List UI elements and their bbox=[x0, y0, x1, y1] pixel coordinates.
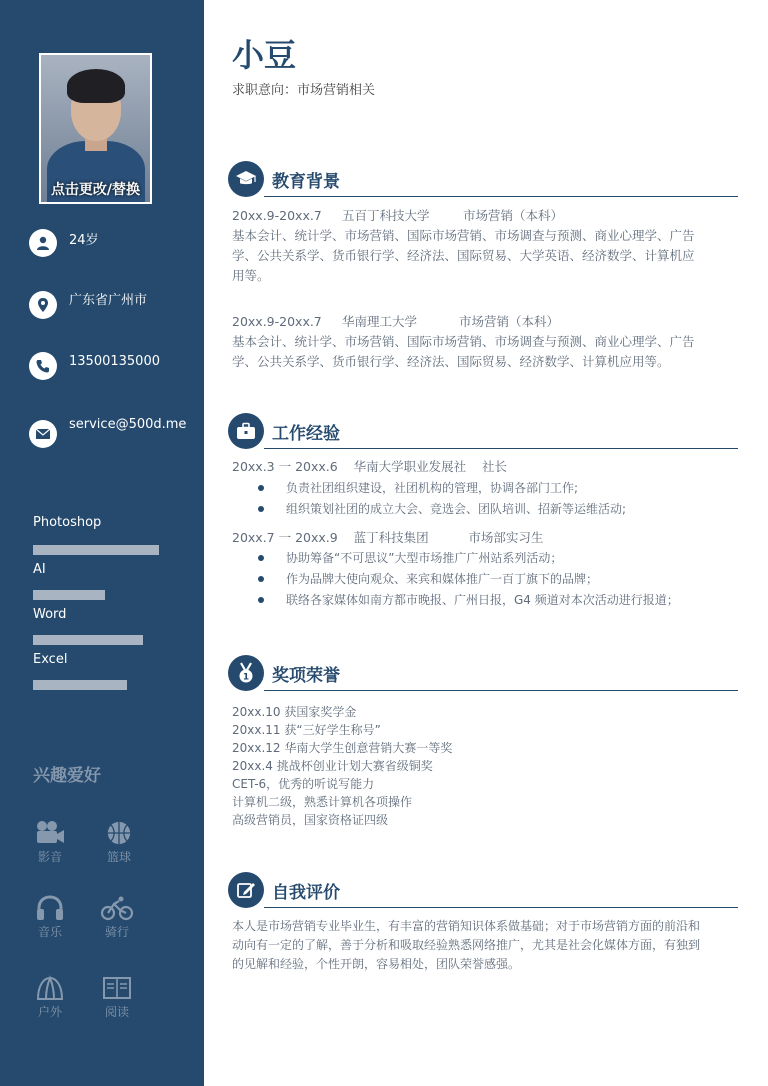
email-text: service@500d.me bbox=[69, 417, 187, 432]
honor-item: 高级营销员，国家资格证四级 bbox=[232, 813, 389, 827]
hobby-music bbox=[30, 895, 70, 940]
contact-email bbox=[29, 417, 199, 448]
section-title-work: 工作经验 bbox=[272, 424, 340, 444]
medal-icon bbox=[228, 655, 264, 691]
person-icon bbox=[29, 229, 57, 257]
edu-date: 20xx.9-20xx.7 bbox=[232, 314, 322, 329]
edu-major: 市场营销（本科） bbox=[459, 314, 560, 329]
work-bullet: 作为品牌大使向观众、来宾和媒体推广一百丁旗下的品牌； bbox=[258, 569, 598, 589]
hobby-label-music: 音乐 bbox=[37, 925, 62, 939]
hobby-basketball bbox=[99, 820, 139, 865]
svg-text:1: 1 bbox=[242, 672, 250, 683]
work-entry-1-header: 20xx.3 一 20xx.6 华南大学职业发展社 社长 bbox=[232, 459, 507, 474]
pen-edit-icon bbox=[228, 872, 264, 908]
work-entry-2-header: 20xx.7 一 20xx.9 蓝丁科技集团 市场部实习生 bbox=[232, 530, 544, 545]
hobby-label-cycling: 骑行 bbox=[104, 925, 129, 939]
work-bullet: 组织策划社团的成立大会、竞选会、团队培训、招新等运维活动; bbox=[258, 499, 626, 519]
skill-bar-word bbox=[33, 635, 143, 645]
skill-bar-excel bbox=[33, 680, 127, 690]
section-divider bbox=[264, 196, 738, 197]
edu-course-line: 学、公共关系学、货币银行学、经济法、国际贸易、经济数学、计算机应用等。 bbox=[232, 354, 670, 369]
edu-date: 20xx.9-20xx.7 bbox=[232, 208, 322, 223]
honor-item: 计算机二级，熟悉计算机各项操作 bbox=[232, 795, 413, 809]
phone-text: 13500135000 bbox=[69, 354, 160, 369]
skill-label-word: Word bbox=[33, 607, 67, 622]
section-divider bbox=[264, 448, 738, 449]
photo-hair bbox=[67, 69, 125, 103]
hobby-movie bbox=[30, 820, 70, 865]
candidate-name: 小豆 bbox=[232, 36, 297, 74]
hobby-outdoor bbox=[30, 975, 70, 1020]
section-education-header bbox=[228, 161, 738, 197]
contact-location bbox=[29, 291, 199, 319]
edu-course-line: 学、公共关系学、货币银行学、经济法、国际贸易、大学英语、经济数学、计算机应 bbox=[232, 248, 695, 263]
contact-age bbox=[29, 229, 199, 257]
location-pin-icon bbox=[29, 291, 57, 319]
skill-bar-photoshop bbox=[33, 545, 159, 555]
self-line: 本人是市场营销专业毕业生，有丰富的营销知识体系做基础；对于市场营销方面的前沿和 bbox=[232, 919, 701, 933]
honor-item: 20xx.10 获国家奖学金 bbox=[232, 705, 357, 719]
tent-icon bbox=[34, 975, 66, 1001]
edu-course-line: 基本会计、统计学、市场营销、国际市场营销、市场调查与预测、商业心理学、广告 bbox=[232, 334, 695, 349]
work-bullet: 联络各家媒体如南方都市晚报、广州日报，G4 频道对本次活动进行报道； bbox=[258, 590, 679, 610]
skill-bar-ai bbox=[33, 590, 105, 600]
sidebar bbox=[0, 0, 204, 1086]
education-entry-1 bbox=[232, 206, 740, 286]
skill-label-excel: Excel bbox=[33, 652, 68, 667]
edu-school: 华南理工大学 bbox=[342, 314, 418, 329]
education-entry-2 bbox=[232, 312, 740, 372]
hobby-label-reading: 阅读 bbox=[104, 1005, 129, 1019]
section-title-education: 教育背景 bbox=[272, 172, 340, 192]
honor-item: 20xx.4 挑战杯创业计划大赛省级铜奖 bbox=[232, 759, 433, 773]
hobby-label-movie: 影音 bbox=[37, 850, 62, 864]
location-text: 广东省广州市 bbox=[69, 293, 148, 308]
hobby-label-outdoor: 户外 bbox=[37, 1005, 62, 1019]
self-line: 动向有一定的了解，善于分析和吸取经验熟悉网络推广，尤其是社会化媒体方面，有独到 bbox=[232, 938, 701, 952]
hobby-label-basketball: 篮球 bbox=[106, 850, 131, 864]
change-photo-label[interactable]: 点击更改/替换 bbox=[50, 182, 141, 198]
honor-item: 20xx.11 获“三好学生称号” bbox=[232, 723, 381, 737]
section-honors-header bbox=[228, 655, 738, 691]
self-evaluation bbox=[232, 917, 740, 974]
basketball-icon bbox=[105, 820, 133, 846]
hobbies-title: 兴趣爱好 bbox=[33, 766, 101, 786]
skill-label-ai: AI bbox=[33, 562, 46, 577]
graduation-cap-icon bbox=[228, 161, 264, 197]
book-icon bbox=[101, 975, 133, 1001]
contact-phone bbox=[29, 352, 199, 380]
profile-photo[interactable] bbox=[39, 53, 152, 204]
honor-item: CET-6，优秀的听说写能力 bbox=[232, 777, 375, 791]
headphones-icon bbox=[35, 895, 65, 921]
job-intent: 求职意向：市场营销相关 bbox=[232, 83, 376, 98]
bicycle-icon bbox=[100, 895, 134, 921]
edu-course-line: 基本会计、统计学、市场营销、国际市场营销、市场调查与预测、商业心理学、广告 bbox=[232, 228, 695, 243]
hobby-cycling bbox=[97, 895, 137, 940]
video-camera-icon bbox=[34, 820, 66, 846]
edu-course-line: 用等。 bbox=[232, 268, 270, 283]
self-line: 的见解和经验，个性开朗，容易相处，团队荣誉感强。 bbox=[232, 957, 521, 971]
section-title-self: 自我评价 bbox=[272, 883, 340, 903]
section-title-honors: 奖项荣誉 bbox=[272, 666, 340, 686]
honor-item: 20xx.12 华南大学生创意营销大赛一等奖 bbox=[232, 741, 453, 755]
age-text: 24岁 bbox=[69, 233, 99, 248]
skill-label-photoshop: Photoshop bbox=[33, 515, 102, 530]
edu-school: 五百丁科技大学 bbox=[342, 208, 430, 223]
edu-major: 市场营销（本科） bbox=[463, 208, 564, 223]
work-bullet: 负责社团组织建设，社团机构的管理，协调各部门工作; bbox=[258, 478, 578, 498]
hobby-reading bbox=[97, 975, 137, 1020]
phone-icon bbox=[29, 352, 57, 380]
section-divider bbox=[264, 690, 738, 691]
section-self-header bbox=[228, 872, 738, 908]
work-bullet: 协助筹备“不可思议”大型市场推广广州站系列活动； bbox=[258, 548, 562, 568]
section-work-header bbox=[228, 413, 738, 449]
section-divider bbox=[264, 907, 738, 908]
briefcase-icon bbox=[228, 413, 264, 449]
mail-icon bbox=[29, 420, 57, 448]
